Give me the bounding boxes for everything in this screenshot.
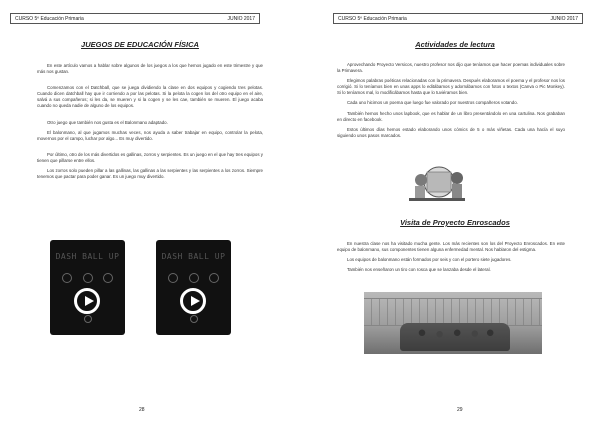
right-page: [300, 0, 600, 424]
article-body: [37, 63, 263, 184]
paragraph: También hemos hecho unos lapbook, que es hablar de un libro presentándolo en una cartulina. Nos grababan en directo en facebook.: [337, 110, 565, 122]
play-icon: [74, 288, 100, 314]
paragraph: Comenzamos con el Datchball, que se juega dividiendo la clase en dos equipos y cogiendo tres pelotas. Cuando dicen datchball hay que ir corriendo a por las pelotas. Si la pelota la cogen los del otro equipo en el aire, salvá a sus compañeros; si les da, se mueren y si la cogen y se les cae, también se mueren. El juego acaba cuando no queda nadie de alguno de los equipos.: [37, 85, 263, 109]
reading-body: [337, 62, 565, 143]
paragraph: Cada uno hicimos un poema que luego fue valorado por nuestros compañeros votando.: [347, 100, 518, 106]
paragraph: Elegimos palabras poéticas relacionadas con la primavera. Después elaboramos el poema y el profesor nos los corrigió. Si lo teníamos bien en unas apps lo editábamos y adornábamos con fotos o textos (Canva o Pic Monkey). Si lo teníamos mal, lo modificábamos hasta que lo tuviéramos bien.: [337, 78, 565, 96]
paragraph: Aprovechando Proyecto Versicos, nuestro profesor nos dijo que teníamos que hacer poemas individuales sobre la Primavera.: [337, 62, 565, 74]
settings-icon: [209, 273, 219, 283]
paragraph: El balonmano, al que jugamos muchas veces, nos ayuda a saber trabajar en equipo, controlar la pelota, movernos por el campo, luchar por algo... Es muy divertido.: [37, 129, 263, 141]
paragraph: En este artículo vamos a hablar sobre algunos de los juegos a los que hemos jugado en este trimestre y que más nos gustan.: [37, 63, 263, 75]
paragraph: Otro juego que también nos gusta es el Balonmano adaptado.: [47, 119, 168, 125]
team-group: [400, 323, 510, 351]
comic-illustration: [407, 162, 467, 204]
group-photo: [364, 292, 542, 354]
fence: [364, 298, 542, 326]
gamepad-icon: [62, 273, 72, 283]
info-icon: [190, 315, 198, 323]
article-title: JUEGOS DE EDUCACIÓN FÍSICA: [81, 40, 199, 49]
paragraph: También nos enseñaron un tiro con rosca que se lanzaba desde el lateral.: [347, 267, 491, 273]
reading-title: Actividades de lectura: [415, 40, 495, 49]
settings-icon: [103, 273, 113, 283]
paragraph: Estos últimos días hemos estado elaborando unos cómics de 5 o más viñetas. Cada una hacía el suyo siguiendo unos pasos marcados.: [337, 126, 565, 138]
left-header: [10, 13, 260, 24]
game-title: DASH BALL UP: [55, 252, 120, 261]
game-screenshot: [50, 240, 125, 335]
course-label: CURSO 5º Educación Primaria: [338, 15, 407, 22]
menu-icon: [189, 273, 199, 283]
gamepad-icon: [168, 273, 178, 283]
course-label: CURSO 5º Educación Primaria: [15, 15, 84, 22]
paragraph: Los zorros solo pueden pillar a las gallinas, las gallinas a las serpientes y las serpientes a los zorros. Siempre tenemos que pactar para poder ganar. Es un juego muy divertido.: [37, 168, 263, 180]
page-number: 28: [139, 407, 145, 413]
visit-body: [337, 241, 565, 277]
date-label: JUNIO 2017: [227, 15, 255, 22]
play-icon: [180, 288, 206, 314]
paragraph: Por último, otro de los más divertidos es gallinas, zorros y serpientes. Es un juego en el que hay tres equipos y tienen que pillarse entre ellos.: [37, 151, 263, 163]
paragraph: Los equipos de balonmano están formados por seis y con el portero siete jugadores.: [347, 257, 512, 263]
right-header: [333, 13, 583, 24]
info-icon: [84, 315, 92, 323]
visit-title: Visita de Proyecto Enroscados: [400, 218, 510, 227]
game-title: DASH BALL UP: [161, 252, 226, 261]
date-label: JUNIO 2017: [550, 15, 578, 22]
game-screenshot: [156, 240, 231, 335]
page-number: 29: [457, 407, 463, 413]
paragraph: En nuestra clase nos ha visitado mucha gente. Los más recientes son los del Proyecto Enroscados. En este equipo de balonmano, sus componentes tienen alguna enfermedad mental. Nos hablaron del estigma.: [337, 241, 565, 253]
menu-icon: [83, 273, 93, 283]
